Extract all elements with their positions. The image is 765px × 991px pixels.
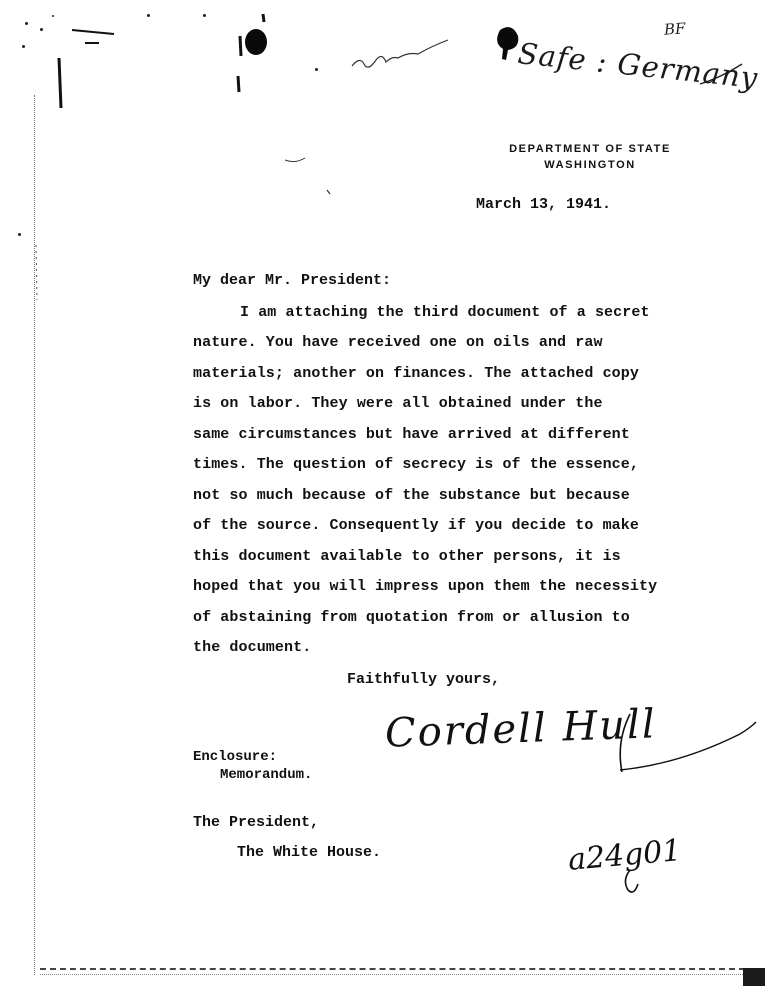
body-line: nature. You have received one on oils and raw — [193, 334, 603, 351]
top-left-dash — [72, 30, 114, 34]
body-line: I am attaching the third document of a secret — [240, 304, 650, 321]
scan-speck — [18, 233, 21, 236]
enclosure-block — [193, 748, 312, 784]
punch-mark-lower — [238, 76, 239, 92]
letter-date: March 13, 1941. — [476, 196, 612, 213]
scan-speck — [315, 68, 318, 71]
scan-speck — [52, 15, 54, 17]
addressee-block — [193, 808, 381, 868]
punch-hole-blot — [245, 29, 267, 55]
handwritten-filing-note: Safe : Germany — [516, 36, 760, 96]
scan-speck — [22, 45, 25, 48]
top-tick — [263, 14, 264, 22]
addressee-line: The President, — [193, 814, 320, 831]
ink-blot — [497, 27, 518, 60]
signature: Cordell Hull — [384, 701, 658, 757]
scan-speck — [25, 22, 28, 25]
handwritten-file-number: a24g01 — [566, 833, 683, 878]
stray-mark — [285, 158, 305, 162]
body-line: is on labor. They were all obtained under the — [193, 395, 603, 412]
body-line: times. The question of secrecy is of the essence, — [193, 456, 639, 473]
body-line: materials; another on finances. The attached copy — [193, 365, 639, 382]
body-line: of the source. Consequently if you decide to make — [193, 517, 639, 534]
enclosure-item: Memorandum. — [220, 767, 313, 783]
stray-tick — [327, 190, 330, 194]
salutation: My dear Mr. President: — [193, 272, 392, 289]
body-line: the document. — [193, 639, 312, 656]
enclosure-label: Enclosure: — [193, 749, 278, 765]
letterhead-city: WASHINGTON — [544, 159, 636, 171]
scan-speck — [40, 28, 43, 31]
file-number-loop — [625, 870, 638, 892]
letterhead — [470, 141, 710, 173]
handwritten-initials: BF — [663, 19, 687, 39]
faint-scribble — [352, 40, 448, 67]
body-line: same circumstances but have arrived at different — [193, 426, 630, 443]
letterhead-department: DEPARTMENT OF STATE — [509, 143, 671, 155]
body-line: this document available to other persons, it is — [193, 548, 621, 565]
addressee-line: The White House. — [237, 844, 382, 861]
closing: Faithfully yours, — [347, 671, 501, 688]
punch-mark — [240, 36, 241, 56]
scan-speck — [147, 14, 150, 17]
body-line: of abstaining from quotation from or allusion to — [193, 609, 630, 626]
body-line: hoped that you will impress upon them the necessity — [193, 578, 658, 595]
margin-stroke — [59, 58, 61, 108]
margin-dots — [36, 245, 37, 300]
body-line: not so much because of the substance but because — [193, 487, 630, 504]
scan-speck — [203, 14, 206, 17]
